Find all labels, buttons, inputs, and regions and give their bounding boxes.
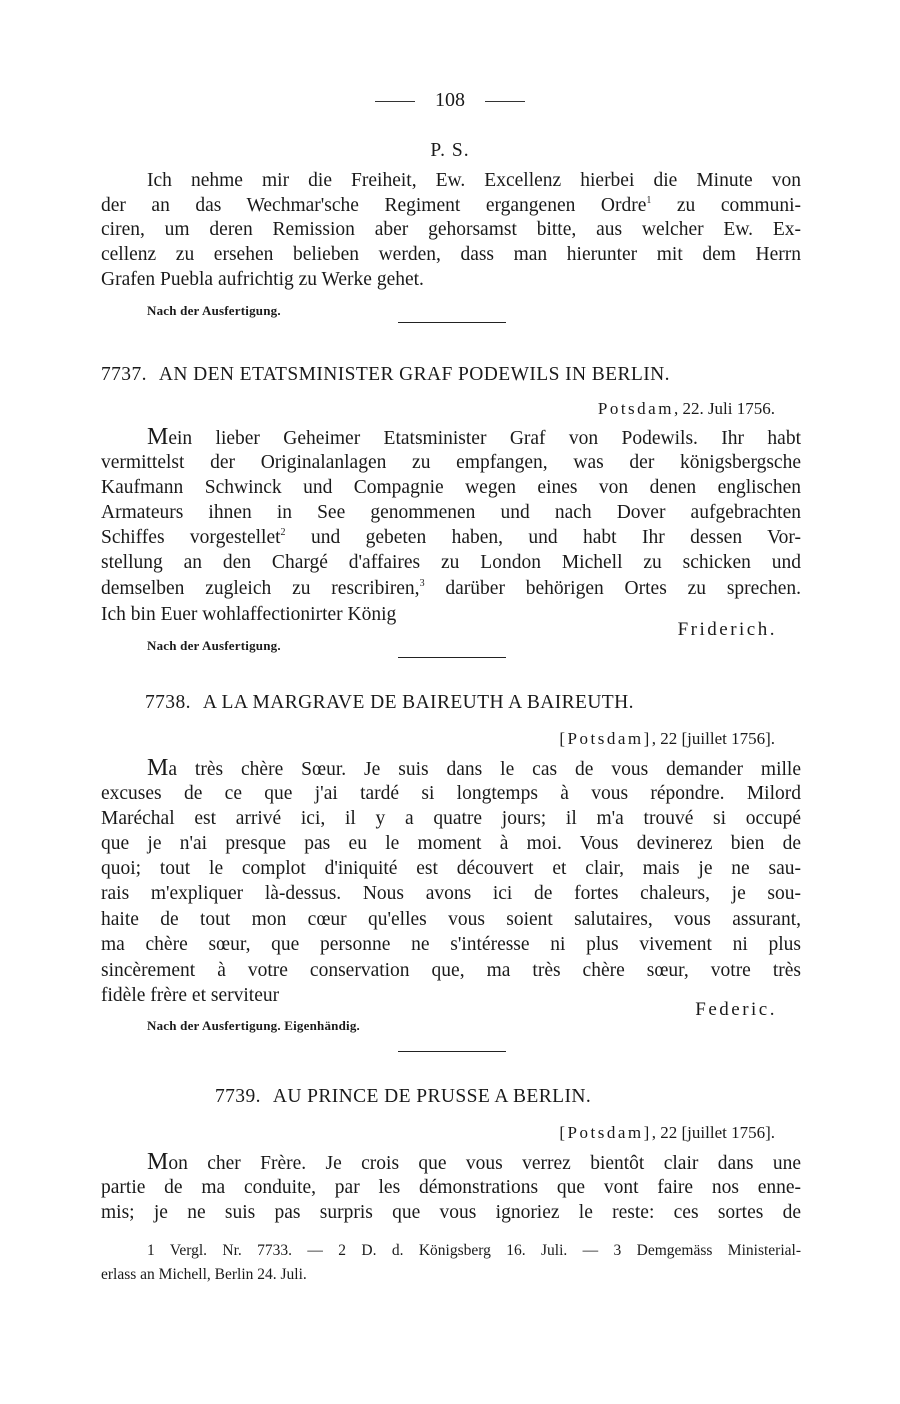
- letter-heading-7739: [215, 1086, 591, 1108]
- line-text: ein lieber Geheimer Etatsminister Graf von Podewils. Ihr habt: [168, 428, 801, 449]
- letter-title: A LA MARGRAVE DE BAIREUTH A BAIREUTH.: [202, 692, 634, 713]
- letter-date: , 22 [juillet 1756].: [651, 1123, 775, 1142]
- letter-7737-line-3: Kaufmann Schwinck und Compagnie wegen eines von denen englischen: [101, 477, 801, 498]
- line-text: a très chère Sœur. Je suis dans le cas de vous demander mille: [168, 759, 801, 780]
- letter-7737-line-5: [101, 526, 801, 550]
- section-rule: [398, 1051, 506, 1052]
- source-note-7737: Nach der Ausfertigung.: [147, 638, 281, 653]
- letter-title: AN DEN ETATSMINISTER GRAF PODEWILS IN BERLIN.: [158, 364, 670, 385]
- letter-7738-line-3: Maréchal est arrivé ici, il y a quatre jours; il m'a trouvé si occupé: [101, 808, 801, 829]
- signature-7737: Friderich.: [677, 619, 777, 640]
- letter-number: 7738.: [145, 692, 191, 713]
- line-text: demselben zugleich zu rescribiren,: [101, 578, 420, 599]
- line-text: darüber behörigen Ortes zu sprechen.: [445, 578, 802, 599]
- letter-7737-line-8: Ich bin Euer wohlaffectionirter König: [101, 604, 397, 625]
- section-rule: [398, 657, 506, 658]
- letter-date: , 22. Juli 1756.: [673, 399, 775, 418]
- ps-heading: P. S.: [430, 140, 470, 161]
- ps-line-2-tail: zu communi-: [676, 195, 802, 216]
- letter-7737-line-2: vermittelst der Originalanlagen zu empfangen, was der königsbergsche: [101, 452, 801, 473]
- letter-7738-line-1: [147, 756, 801, 782]
- letter-7738-line-4: que je n'ai presque pas eu le moment à moi. Vous devinerez bien de: [101, 833, 801, 854]
- letter-7738-line-7: haite de tout mon cœur qu'elles vous soient salutaires, vous assurant,: [101, 909, 801, 930]
- letter-7737-line-1: [147, 425, 801, 451]
- ps-source-note: Nach der Ausfertigung.: [147, 303, 281, 318]
- letter-title: AU PRINCE DE PRUSSE A BERLIN.: [272, 1086, 592, 1107]
- letter-date-7739: [559, 1123, 775, 1143]
- letter-7739-line-3: mis; je ne suis pas surpris que vous ignoriez le reste: ces sortes de: [101, 1202, 801, 1223]
- letter-heading-7737: [101, 364, 670, 386]
- line-text: Schiffes vorgestellet: [101, 527, 281, 548]
- ps-line-5: Grafen Puebla aufrichtig zu Werke gehet.: [101, 269, 424, 290]
- letter-7737-line-7: [101, 577, 801, 601]
- line-text: on cher Frère. Je crois que vous verrez bientôt clair dans une: [168, 1153, 801, 1174]
- letter-place: [Potsdam]: [559, 729, 652, 748]
- letter-date: , 22 [juillet 1756].: [651, 729, 775, 748]
- drop-letter: M: [147, 1149, 169, 1175]
- source-note-7738: Nach der Ausfertigung. Eigenhändig.: [147, 1018, 360, 1033]
- line-text: und gebeten haben, und habt Ihr dessen Vor-: [310, 527, 802, 548]
- letter-heading-7738: [145, 692, 634, 714]
- footnote-line-1: 1 Vergl. Nr. 7733. — 2 D. d. Königsberg 16. Juli. — 3 Demgemäss Ministerial-: [147, 1242, 801, 1259]
- section-rule: [398, 322, 506, 323]
- ps-line-2: [101, 194, 801, 218]
- drop-letter: M: [147, 755, 169, 781]
- ps-line-2-text: der an das Wechmar'sche Regiment ergangenen Ordre: [101, 195, 647, 216]
- letter-7737-line-6: stellung an den Chargé d'affaires zu London Michell zu schicken und: [101, 552, 801, 573]
- letter-place: Potsdam: [597, 399, 674, 418]
- letter-7739-line-2: partie de ma conduite, par les démonstrations que vont faire nos enne-: [101, 1177, 801, 1198]
- letter-7738-line-9: sincèrement à votre conservation que, ma très chère sœur, votre très: [101, 960, 801, 981]
- letter-7738-line-5: quoi; tout le complot d'iniquité est découvert et clair, mais je ne sau-: [101, 858, 801, 879]
- page-header: [0, 89, 900, 112]
- signature-7738: Federic.: [695, 999, 777, 1020]
- letter-7738-line-10: fidèle frère et serviteur: [101, 985, 280, 1006]
- header-dash-left: [375, 101, 415, 102]
- letter-date-7737: [598, 399, 775, 419]
- footnote-line-2: erlass an Michell, Berlin 24. Juli.: [101, 1266, 307, 1283]
- letter-number: 7739.: [215, 1086, 261, 1107]
- footnote-mark: 2: [280, 527, 286, 538]
- letter-7738-line-8: ma chère sœur, que personne ne s'intéresse ni plus vivement ni plus: [101, 934, 801, 955]
- ps-line-3: ciren, um deren Remission aber gehorsamst bitte, aus welcher Ew. Ex-: [101, 219, 801, 240]
- letter-place: [Potsdam]: [559, 1123, 652, 1142]
- footnote-mark: 3: [419, 578, 425, 589]
- footnote-mark: 1: [646, 195, 652, 206]
- letter-7737-line-4: Armateurs ihnen in See genommenen und nach Dover aufgebrachten: [101, 502, 801, 523]
- letter-date-7738: [559, 729, 775, 749]
- ps-line-4: cellenz zu ersehen belieben werden, dass man hierunter mit dem Herrn: [101, 244, 801, 265]
- ps-line-1: Ich nehme mir die Freiheit, Ew. Excellenz hierbei die Minute von: [147, 170, 801, 191]
- header-dash-right: [485, 101, 525, 102]
- letter-7738-line-6: rais m'expliquer là-dessus. Nous avons ici de fortes chaleurs, je sou-: [101, 883, 801, 904]
- drop-letter: M: [147, 424, 169, 450]
- letter-7738-line-2: excuses de ce que j'ai tardé si longtemps à vous répondre. Milord: [101, 783, 801, 804]
- letter-number: 7737.: [101, 364, 147, 385]
- page-number: 108: [435, 89, 465, 111]
- letter-7739-line-1: [147, 1150, 801, 1176]
